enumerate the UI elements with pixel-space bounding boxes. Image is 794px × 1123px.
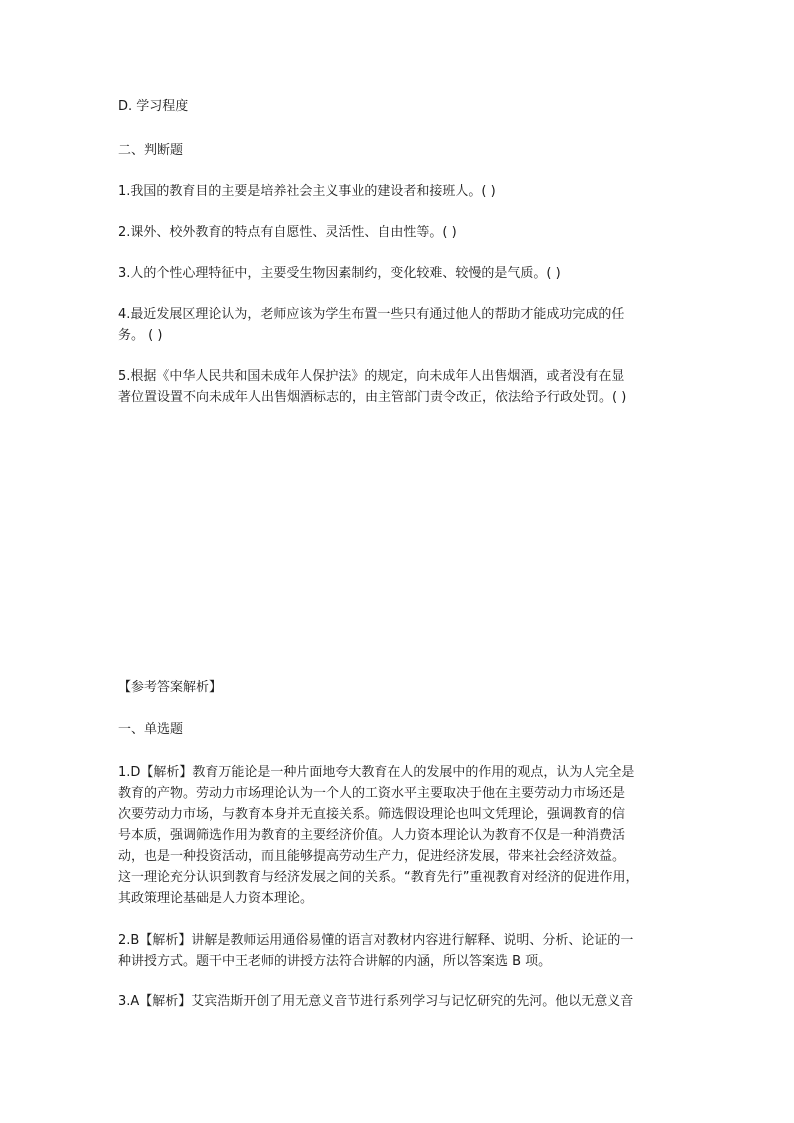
answer-3 (118, 991, 678, 1012)
section-title-text: 一、单选题 (118, 722, 184, 737)
answer-line: 其政策理论基础是人力资本理论。 (118, 891, 314, 906)
option-d-text: D. 学习程度 (118, 99, 189, 114)
question-line: 2.课外、校外教育的特点有自愿性、灵活性、自由性等。( ) (118, 225, 457, 240)
answer-line: 种讲授方式。题干中王老师的讲授方法符合讲解的内涵，所以答案选 B 项。 (118, 954, 552, 969)
question-line: 5.根据《中华人民共和国未成年人保护法》的规定，向未成年人出售烟酒，或者没有在显 (118, 369, 625, 384)
question-2 (118, 222, 678, 244)
question-1 (118, 181, 678, 203)
answer-line: 2.B【解析】讲解是教师运用通俗易懂的语言对教材内容进行解释、说明、分析、论证的一 (118, 933, 634, 948)
question-line: 1.我国的教育目的主要是培养社会主义事业的建设者和接班人。( ) (118, 184, 496, 199)
answer-line: 教育的产物。劳动力市场理论认为一个人的工资水平主要取决于他在主要劳动力市场还是 (118, 786, 626, 801)
question-3 (118, 263, 678, 285)
answer-line: 1.D【解析】教育万能论是一种片面地夸大教育在人的发展中的作用的观点，认为人完全是 (118, 765, 635, 780)
answer-line: 号本质，强调筛选作用为教育的主要经济价值。人力资本理论认为教育不仅是一种消费活 (118, 828, 626, 843)
answers-heading (118, 677, 678, 699)
answer-line: 这一理论充分认识到教育与经济发展之间的关系。“教育先行”重视教育对经济的促进作用， (118, 870, 639, 885)
answer-line: 动，也是一种投资活动，而且能够提高劳动生产力，促进经济发展，带来社会经济效益。 (118, 849, 626, 864)
question-line: 4.最近发展区理论认为，老师应该为学生布置一些只有通过他人的帮助才能成功完成的任 (118, 307, 625, 322)
option-d (118, 96, 678, 118)
judgement-section-title (118, 140, 678, 162)
question-5 (118, 366, 678, 408)
answer-line: 次要劳动力市场，与教育本身并无直接关系。筛选假设理论也叫文凭理论，强调教育的信 (118, 807, 626, 822)
question-4 (118, 304, 678, 346)
question-line: 著位置设置不向未成年人出售烟酒标志的，由主管部门责令改正，依法给予行政处罚。( ) (118, 390, 627, 405)
single-choice-section-title (118, 719, 678, 741)
question-line: 务。 ( ) (118, 328, 163, 343)
answers-heading-text: 【参考答案解析】 (118, 680, 223, 695)
answer-1 (118, 762, 678, 909)
answer-2 (118, 930, 678, 972)
question-line: 3.人的个性心理特征中，主要受生物因素制约，变化较难、较慢的是气质。( ) (118, 266, 561, 281)
section-title-text: 二、判断题 (118, 143, 184, 158)
answer-line: 3.A【解析】艾宾浩斯开创了用无意义音节进行系列学习与记忆研究的先河。他以无意义音 (118, 994, 634, 1009)
